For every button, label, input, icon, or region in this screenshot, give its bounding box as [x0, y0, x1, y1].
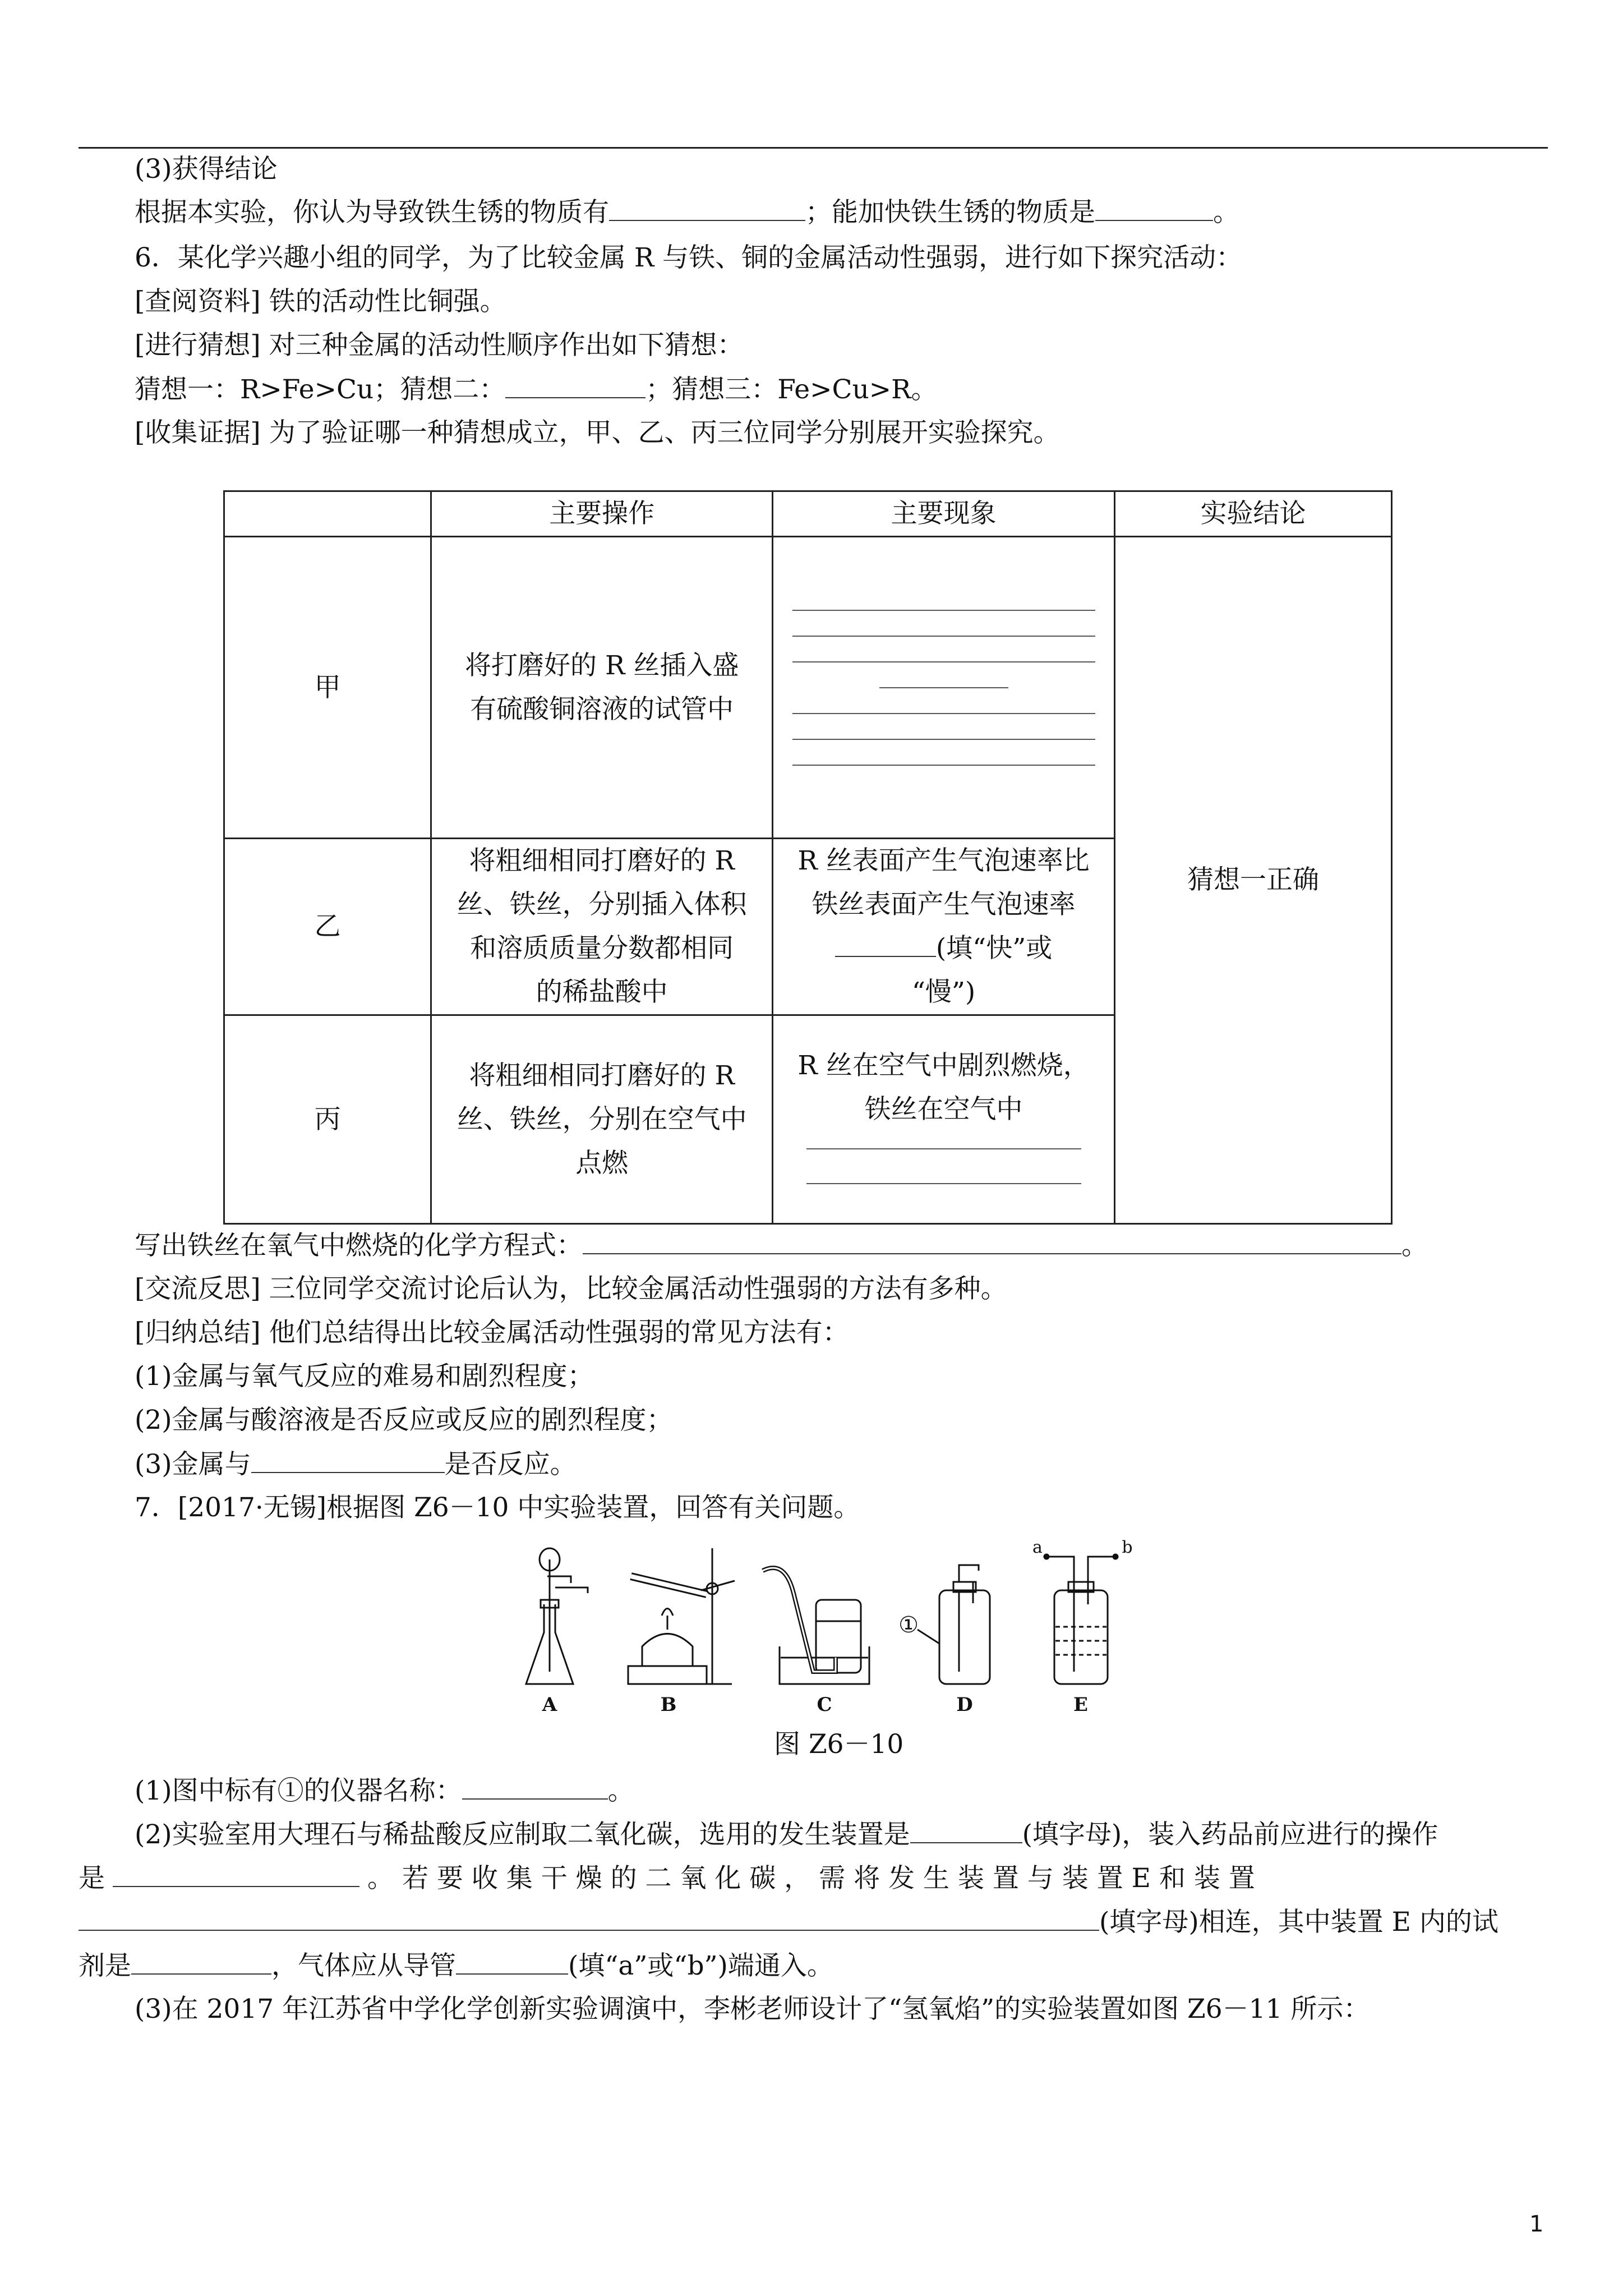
answer-blank[interactable] [792, 739, 1095, 740]
label-e: E [1073, 1694, 1088, 1716]
q6-consult: [查阅资料] 铁的活动性比铜强。 [135, 286, 506, 317]
label-c: C [817, 1694, 832, 1716]
label-a: A [542, 1694, 557, 1716]
label-d: D [956, 1694, 973, 1716]
method-2: (2)金属与酸溶液是否反应或反应的剧烈程度； [135, 1405, 673, 1435]
q6-intro: 6．某化学兴趣小组的同学，为了比较金属 R 与铁、铜的金属活动性强弱，进行如下探究活动： [135, 242, 1243, 273]
answer-blank[interactable] [910, 1818, 1022, 1843]
answer-blank[interactable] [251, 1447, 445, 1473]
tube-b-label: b [1122, 1538, 1133, 1557]
conclusion-line: 根据本实验，你认为导致铁生锈的物质有 ；能加快铁生锈的物质是 。 [135, 195, 1239, 229]
operation-cell: 将粗细相同打磨好的 R 丝、铁丝，分别插入体积 和溶质质量分数都相同 的稀盐酸中 [431, 839, 773, 1015]
answer-blank[interactable] [1095, 195, 1213, 221]
label-b: B [660, 1694, 677, 1716]
answer-blank[interactable] [113, 1861, 359, 1887]
answer-blank[interactable] [583, 1228, 1401, 1254]
answer-blank[interactable] [456, 1949, 568, 1975]
apparatus-c [763, 1568, 869, 1684]
answer-blank[interactable] [792, 713, 1095, 714]
answer-blank[interactable] [792, 636, 1095, 637]
table-header: 实验结论 [1115, 491, 1392, 537]
q6-summary: [归纳总结] 他们总结得出比较金属活动性强弱的常见方法有： [135, 1317, 849, 1348]
q7-part2-line4: 剂是 ，气体应从导管 (填“a”或“b”)端通入。 [79, 1949, 833, 1983]
table-header: 主要现象 [773, 491, 1115, 537]
operation-cell: 将打磨好的 R 丝插入盛 有硫酸铜溶液的试管中 [431, 537, 773, 839]
q7-part3: (3)在 2017 年江苏省中学化学创新实验调演中，李彬老师设计了“氢氧焰”的实验装置如图 Z6－11 所示： [135, 1994, 1370, 2024]
apparatus-a [526, 1548, 588, 1684]
table-header-row [224, 491, 1392, 537]
answer-blank[interactable] [505, 372, 645, 398]
table-row [224, 537, 1392, 839]
q7-intro: 7．[2017·无锡]根据图 Z6－10 中实验装置，回答有关问题。 [135, 1492, 860, 1523]
q7-part2-line3: (填字母)相连，其中装置 E 内的试 [79, 1905, 1498, 1939]
answer-blank[interactable] [609, 195, 805, 221]
phenomenon-cell [773, 537, 1115, 839]
answer-blank[interactable] [131, 1949, 271, 1975]
q7-part2-line1: (2)实验室用大理石与稀盐酸反应制取二氧化碳，选用的发生装置是 (填字母)，装入药品前应进行的操作 [135, 1818, 1438, 1852]
conclusion-cell: 猜想一正确 [1115, 537, 1392, 1224]
answer-blank[interactable] [792, 610, 1095, 611]
section-3-title: (3)获得结论 [135, 154, 278, 185]
q6-evidence: [收集证据] 为了验证哪一种猜想成立，甲、乙、丙三位同学分别展开实验探究。 [135, 417, 1060, 448]
phenomenon-cell: R 丝表面产生气泡速率比 铁丝表面产生气泡速率 (填“快”或 “慢”) [773, 839, 1115, 1015]
tube-a-label: a [1032, 1538, 1043, 1557]
answer-blank[interactable] [462, 1774, 608, 1800]
q7-part2-line2: 是 。 若 要 收 集 干 燥 的 二 氧 化 碳 ， 需 将 发 生 装 置 与 装 置 E 和 装 置 [79, 1861, 1255, 1895]
q7-part1: (1)图中标有①的仪器名称： 。 [135, 1774, 634, 1808]
table-header: 主要操作 [431, 491, 773, 537]
method-3: (3)金属与 是否反应。 [135, 1447, 577, 1481]
answer-blank[interactable] [792, 661, 1095, 662]
circle-1-label: ① [898, 1612, 919, 1638]
apparatus-figure [522, 1537, 1178, 1717]
operation-cell: 将粗细相同打磨好的 R 丝、铁丝，分别在空气中 点燃 [431, 1015, 773, 1224]
answer-blank[interactable] [835, 931, 936, 957]
answer-blank[interactable] [79, 1905, 1099, 1931]
page-number: 1 [1529, 2211, 1544, 2237]
apparatus-b [628, 1548, 735, 1684]
header-rule [79, 147, 1548, 149]
apparatus-e [1044, 1554, 1118, 1684]
row-name: 乙 [224, 839, 431, 1015]
answer-blank[interactable] [879, 687, 1008, 688]
method-1: (1)金属与氧气反应的难易和剧烈程度； [135, 1361, 594, 1392]
table-header [224, 491, 431, 537]
q6-guesses: 猜想一：R>Fe>Cu；猜想二： ；猜想三：Fe>Cu>R。 [135, 372, 938, 407]
phenomenon-cell: R 丝在空气中剧烈燃烧， 铁丝在空气中 [773, 1015, 1115, 1224]
experiment-table [223, 490, 1393, 1225]
apparatus-d [917, 1565, 990, 1684]
row-name: 甲 [224, 537, 431, 839]
equation-line: 写出铁丝在氧气中燃烧的化学方程式： 。 [135, 1228, 1428, 1263]
answer-blank[interactable] [806, 1148, 1081, 1149]
answer-blank[interactable] [792, 765, 1095, 766]
answer-blank[interactable] [806, 1183, 1081, 1184]
q6-guess-title: [进行猜想] 对三种金属的活动性顺序作出如下猜想： [135, 330, 744, 361]
row-name: 丙 [224, 1015, 431, 1224]
q6-reflect: [交流反思] 三位同学交流讨论后认为，比较金属活动性强弱的方法有多种。 [135, 1273, 1007, 1304]
figure-caption: 图 Z6－10 [774, 1729, 904, 1760]
